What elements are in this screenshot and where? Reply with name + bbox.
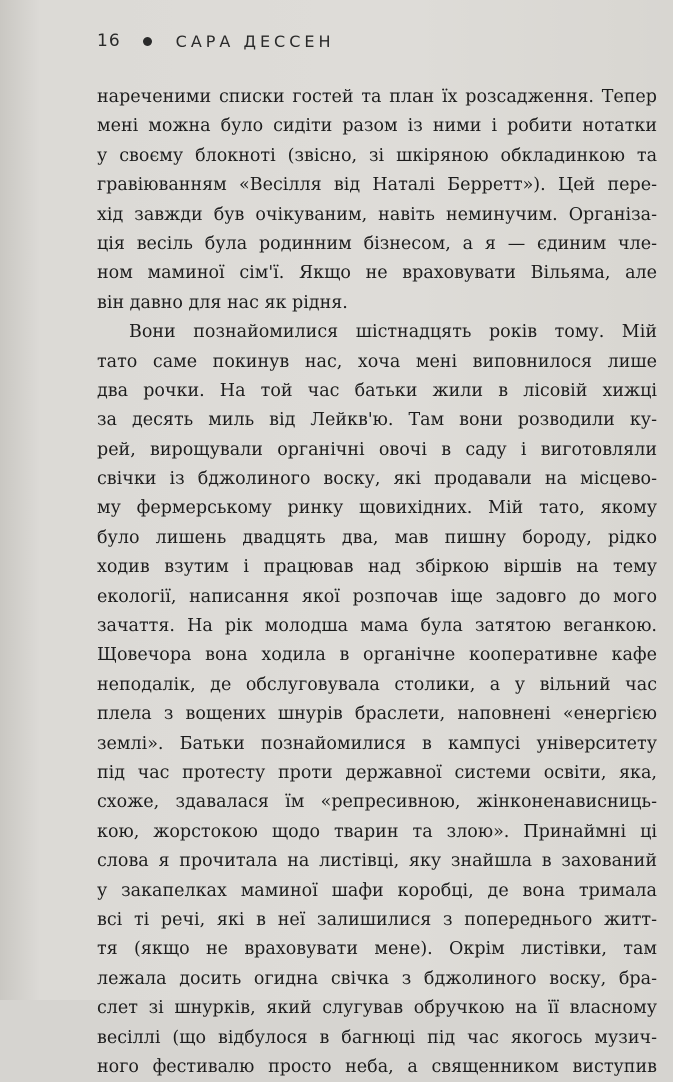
text-line: нареченими списки гостей та план їх розсадження. Тепер: [97, 87, 657, 107]
text-line: лежала досить огидна свічка з бджолиного воску, бра-: [97, 968, 657, 989]
text-line: у своєму блокноті (звісно, зі шкіряною обкладинкою та: [97, 145, 657, 166]
running-head: САРА ДЕССЕН: [175, 31, 335, 51]
text-line: слет зі шнурків, який слугував обручкою на її власному: [97, 998, 657, 1019]
text-line: неподалік, де обслуговувала столики, а у вільний час: [97, 674, 657, 695]
text-line: свічки із бджолиного воску, які продавали на місцево-: [97, 469, 657, 490]
paragraph-first-line: Вони познайомилися шістнадцять років тому. Мій: [129, 322, 657, 343]
text-line: гравіюванням «Весілля від Наталі Берретт»). Цей пере-: [97, 175, 657, 196]
text-line: за десять миль від Лейкв'ю. Там вони розводили ку-: [97, 410, 657, 431]
text-line: два рочки. На той час батьки жили в лісовій хижці: [97, 380, 657, 401]
text-line: тя (якщо не враховувати мене). Окрім листівки, там: [97, 939, 657, 960]
text-line: Щовечора вона ходила в органічне кооперативне кафе: [97, 645, 657, 666]
text-line: рей, вирощували органічні овочі в саду і виготовляли: [97, 439, 657, 460]
text-line: тато саме покинув нас, хоча мені виповнилося лише: [97, 351, 657, 372]
text-line: землі». Батьки познайомилися в кампусі університету: [97, 733, 657, 754]
text-line: схоже, здавалася їм «репресивною, жінконенависниць-: [97, 792, 657, 813]
text-line: плела з вощених шнурів браслети, наповнені «енергією: [97, 704, 657, 725]
text-line: кою, жорстокою щодо тварин та злою». Принаймні ці: [97, 821, 657, 842]
text-line: слова я прочитала на листівці, яку знайшла в захований: [97, 851, 657, 872]
text-line: весіллі (що відбулося в багнюці під час якогось музич-: [97, 1027, 657, 1048]
body-text: [97, 83, 657, 1082]
text-line: зачаття. На рік молодша мама була затятою веганкою.: [97, 616, 657, 637]
text-line: мені можна було сидіти разом із ними і робити нотатки: [97, 116, 657, 137]
text-line: ного фестивалю просто неба, а священником виступив: [97, 1056, 657, 1077]
text-line: ном маминої сім'ї. Якщо не враховувати Вільяма, але: [97, 263, 657, 284]
text-line: екології, написання якої розпочав іще задовго до мого: [97, 586, 657, 607]
text-line: під час протесту проти державної системи освіти, яка,: [97, 762, 657, 783]
page-number: 16: [97, 31, 121, 51]
bullet-icon: [143, 37, 152, 46]
text-line: хід завжди був очікуваним, навіть неминучим. Організа-: [97, 204, 657, 225]
text-line: було лишень двадцять два, мав пишну бороду, рідко: [97, 527, 657, 548]
text-line: у закапелках маминої шафи коробці, де вона тримала: [97, 880, 657, 901]
page-header: [97, 30, 335, 52]
text-line: ція весіль була родинним бізнесом, а я — єдиним чле-: [97, 233, 657, 254]
text-line: му фермерському ринку щовихідних. Мій тато, якому: [97, 498, 657, 519]
text-line: ходив взутим і працював над збіркою віршів на тему: [97, 557, 657, 578]
text-line: він давно для нас як рідня.: [97, 292, 348, 313]
text-line: всі ті речі, які в неї залишилися з попереднього житт-: [97, 909, 657, 930]
